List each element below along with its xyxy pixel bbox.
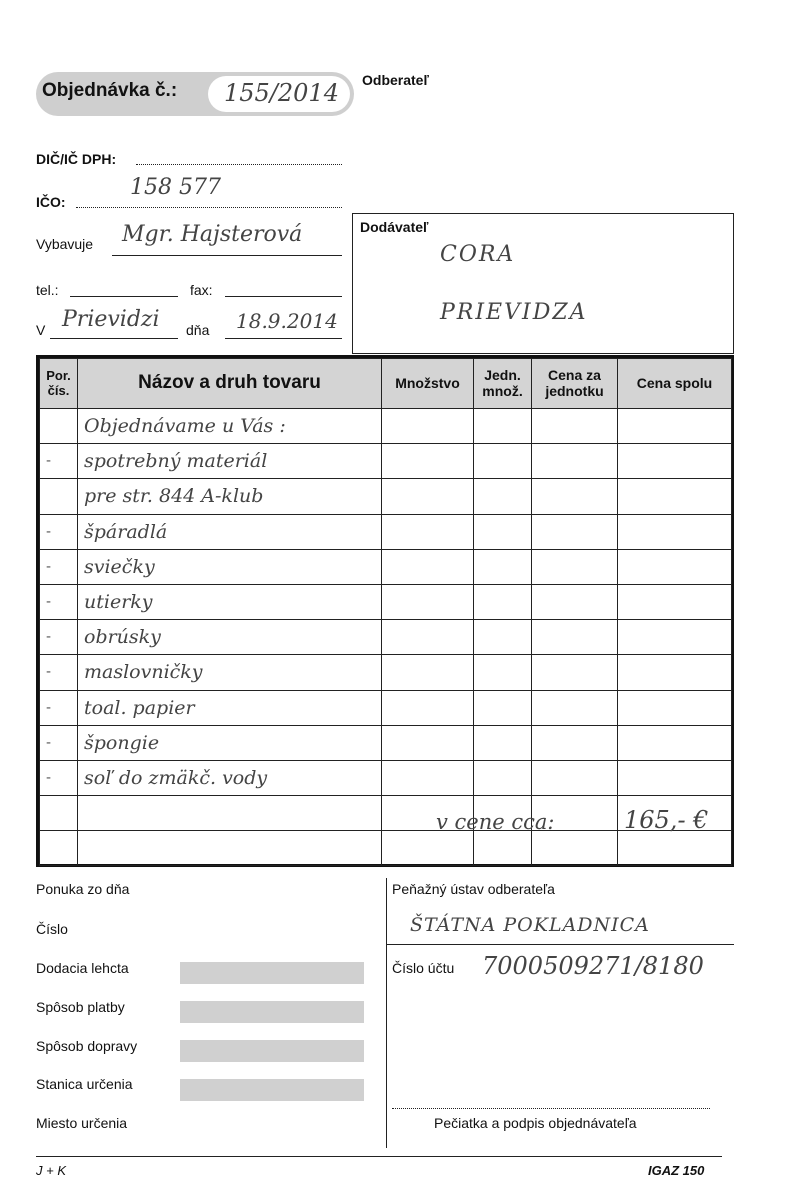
- price-note-value: 165,- €: [624, 806, 709, 834]
- row-total[interactable]: [618, 549, 732, 584]
- price-note-label: v cene cca:: [436, 810, 555, 834]
- station-field[interactable]: [180, 1079, 364, 1101]
- row-unit[interactable]: [474, 549, 532, 584]
- row-number: -: [40, 655, 78, 690]
- row-total[interactable]: [618, 409, 732, 444]
- row-unit-price[interactable]: [532, 514, 618, 549]
- row-total[interactable]: [618, 655, 732, 690]
- row-item[interactable]: [78, 831, 382, 866]
- order-number: 155/2014: [224, 79, 339, 107]
- footer-divider: [386, 878, 387, 1148]
- stamp-line[interactable]: [392, 1108, 710, 1109]
- table-row: [40, 584, 732, 619]
- row-item[interactable]: obrúsky: [78, 620, 382, 655]
- row-item[interactable]: [78, 796, 382, 831]
- ico-value: 158 577: [130, 175, 221, 200]
- row-number: -: [40, 690, 78, 725]
- header-total-price: Cena spolu: [618, 359, 732, 409]
- row-total[interactable]: [618, 479, 732, 514]
- table-row: [40, 690, 732, 725]
- row-unit[interactable]: [474, 725, 532, 760]
- row-quantity[interactable]: [382, 690, 474, 725]
- row-total[interactable]: [618, 620, 732, 655]
- row-number: [40, 831, 78, 866]
- row-item[interactable]: soľ do zmäkč. vody: [78, 760, 382, 795]
- dic-field[interactable]: [136, 164, 342, 165]
- row-number: -: [40, 514, 78, 549]
- account-value: 7000509271/8180: [482, 952, 704, 980]
- row-total[interactable]: [618, 831, 732, 866]
- offer-date-label: Ponuka zo dňa: [36, 881, 130, 897]
- table-row: [40, 725, 732, 760]
- row-unit[interactable]: [474, 514, 532, 549]
- row-unit-price[interactable]: [532, 549, 618, 584]
- row-quantity[interactable]: [382, 444, 474, 479]
- delivery-term-label: Dodacia lehcta: [36, 960, 129, 976]
- left-code: J + K: [36, 1163, 66, 1178]
- bank-field-line: [386, 944, 734, 945]
- row-number: [40, 479, 78, 514]
- row-total[interactable]: [618, 690, 732, 725]
- row-unit-price[interactable]: [532, 444, 618, 479]
- bank-value: ŠTÁTNA POKLADNICA: [410, 914, 650, 936]
- supplier-name: CORA: [440, 242, 516, 267]
- tel-label: tel.:: [36, 282, 59, 298]
- table-row: [40, 444, 732, 479]
- row-total[interactable]: [618, 514, 732, 549]
- table-row: [40, 514, 732, 549]
- row-number: -: [40, 620, 78, 655]
- station-label: Stanica určenia: [36, 1076, 133, 1092]
- row-total[interactable]: [618, 725, 732, 760]
- transport-field[interactable]: [180, 1040, 364, 1062]
- row-total[interactable]: [618, 760, 732, 795]
- date-value: 18.9.2014: [236, 309, 338, 333]
- row-total[interactable]: [618, 584, 732, 619]
- place-field[interactable]: [50, 338, 178, 339]
- bottom-rule: [36, 1156, 722, 1157]
- header-unit: Jedn. množ.: [474, 359, 532, 409]
- row-quantity[interactable]: [382, 584, 474, 619]
- row-unit-price[interactable]: [532, 655, 618, 690]
- row-item[interactable]: sviečky: [78, 549, 382, 584]
- stamp-label: Pečiatka a podpis objednávateľa: [434, 1115, 637, 1131]
- customer-label: Odberateľ: [362, 72, 429, 88]
- row-unit[interactable]: [474, 584, 532, 619]
- row-quantity[interactable]: [382, 831, 474, 866]
- row-item[interactable]: spotrebný materiál: [78, 444, 382, 479]
- row-unit-price[interactable]: [532, 584, 618, 619]
- row-unit-price[interactable]: [532, 760, 618, 795]
- bank-label: Peňažný ústav odberateľa: [392, 881, 555, 897]
- row-unit[interactable]: [474, 690, 532, 725]
- table-row: [40, 479, 732, 514]
- row-unit[interactable]: [474, 760, 532, 795]
- table-row: [40, 620, 732, 655]
- table-row: [40, 831, 732, 866]
- row-item[interactable]: toal. papier: [78, 690, 382, 725]
- fax-field[interactable]: [225, 296, 342, 297]
- fax-label: fax:: [190, 282, 213, 298]
- items-table: [39, 358, 732, 866]
- row-number: -: [40, 725, 78, 760]
- row-unit-price[interactable]: [532, 831, 618, 866]
- row-unit[interactable]: [474, 444, 532, 479]
- row-unit-price[interactable]: [532, 725, 618, 760]
- table-row: [40, 655, 732, 690]
- handled-by-field[interactable]: [112, 255, 342, 256]
- row-number: [40, 796, 78, 831]
- tel-field[interactable]: [70, 296, 178, 297]
- order-title: Objednávka č.:: [42, 80, 178, 101]
- row-unit-price[interactable]: [532, 409, 618, 444]
- place-label: V: [36, 322, 46, 338]
- table-row: [40, 760, 732, 795]
- header-unit-price: Cena za jednotku: [532, 359, 618, 409]
- row-number: -: [40, 549, 78, 584]
- items-table-frame: [36, 355, 734, 867]
- row-item[interactable]: špáradlá: [78, 514, 382, 549]
- row-total[interactable]: [618, 444, 732, 479]
- ico-field[interactable]: [76, 207, 342, 208]
- row-item[interactable]: špongie: [78, 725, 382, 760]
- row-quantity[interactable]: [382, 479, 474, 514]
- header-por-cis: Por. čís.: [40, 359, 78, 409]
- header-item-name: Názov a druh tovaru: [78, 359, 382, 409]
- supplier-city: PRIEVIDZA: [440, 300, 588, 325]
- table-row: [40, 549, 732, 584]
- row-quantity[interactable]: [382, 514, 474, 549]
- row-item[interactable]: pre str. 844 A-klub: [78, 479, 382, 514]
- row-quantity[interactable]: [382, 760, 474, 795]
- header-quantity: Množstvo: [382, 359, 474, 409]
- row-unit[interactable]: [474, 409, 532, 444]
- destination-label: Miesto určenia: [36, 1115, 128, 1131]
- handled-by-label: Vybavuje: [36, 236, 94, 252]
- ico-label: IČO:: [36, 194, 66, 210]
- row-number: -: [40, 760, 78, 795]
- row-quantity[interactable]: [382, 725, 474, 760]
- dic-label: DIČ/IČ DPH:: [36, 151, 117, 167]
- table-row: [40, 409, 732, 444]
- row-quantity[interactable]: [382, 409, 474, 444]
- row-number: -: [40, 584, 78, 619]
- number-label: Číslo: [36, 921, 68, 937]
- row-quantity[interactable]: [382, 620, 474, 655]
- supplier-label: Dodávateľ: [360, 219, 429, 235]
- date-label: dňa: [186, 322, 210, 338]
- row-number: [40, 409, 78, 444]
- delivery-term-field[interactable]: [180, 962, 364, 984]
- row-quantity[interactable]: [382, 549, 474, 584]
- date-field[interactable]: [225, 338, 342, 339]
- row-unit[interactable]: [474, 831, 532, 866]
- payment-label: Spôsob platby: [36, 999, 125, 1015]
- row-item[interactable]: Objednávame u Vás :: [78, 409, 382, 444]
- row-item[interactable]: maslovničky: [78, 655, 382, 690]
- row-unit-price[interactable]: [532, 690, 618, 725]
- account-label: Číslo účtu: [392, 960, 455, 976]
- row-unit[interactable]: [474, 620, 532, 655]
- row-unit[interactable]: [474, 655, 532, 690]
- row-quantity[interactable]: [382, 655, 474, 690]
- transport-label: Spôsob dopravy: [36, 1038, 138, 1054]
- place-value: Prievidzi: [62, 307, 160, 332]
- right-code: IGAZ 150: [648, 1163, 705, 1178]
- handled-by-value: Mgr. Hajsterová: [122, 222, 303, 247]
- row-unit[interactable]: [474, 479, 532, 514]
- row-unit-price[interactable]: [532, 620, 618, 655]
- row-unit-price[interactable]: [532, 479, 618, 514]
- payment-field[interactable]: [180, 1001, 364, 1023]
- row-number: -: [40, 444, 78, 479]
- row-item[interactable]: utierky: [78, 584, 382, 619]
